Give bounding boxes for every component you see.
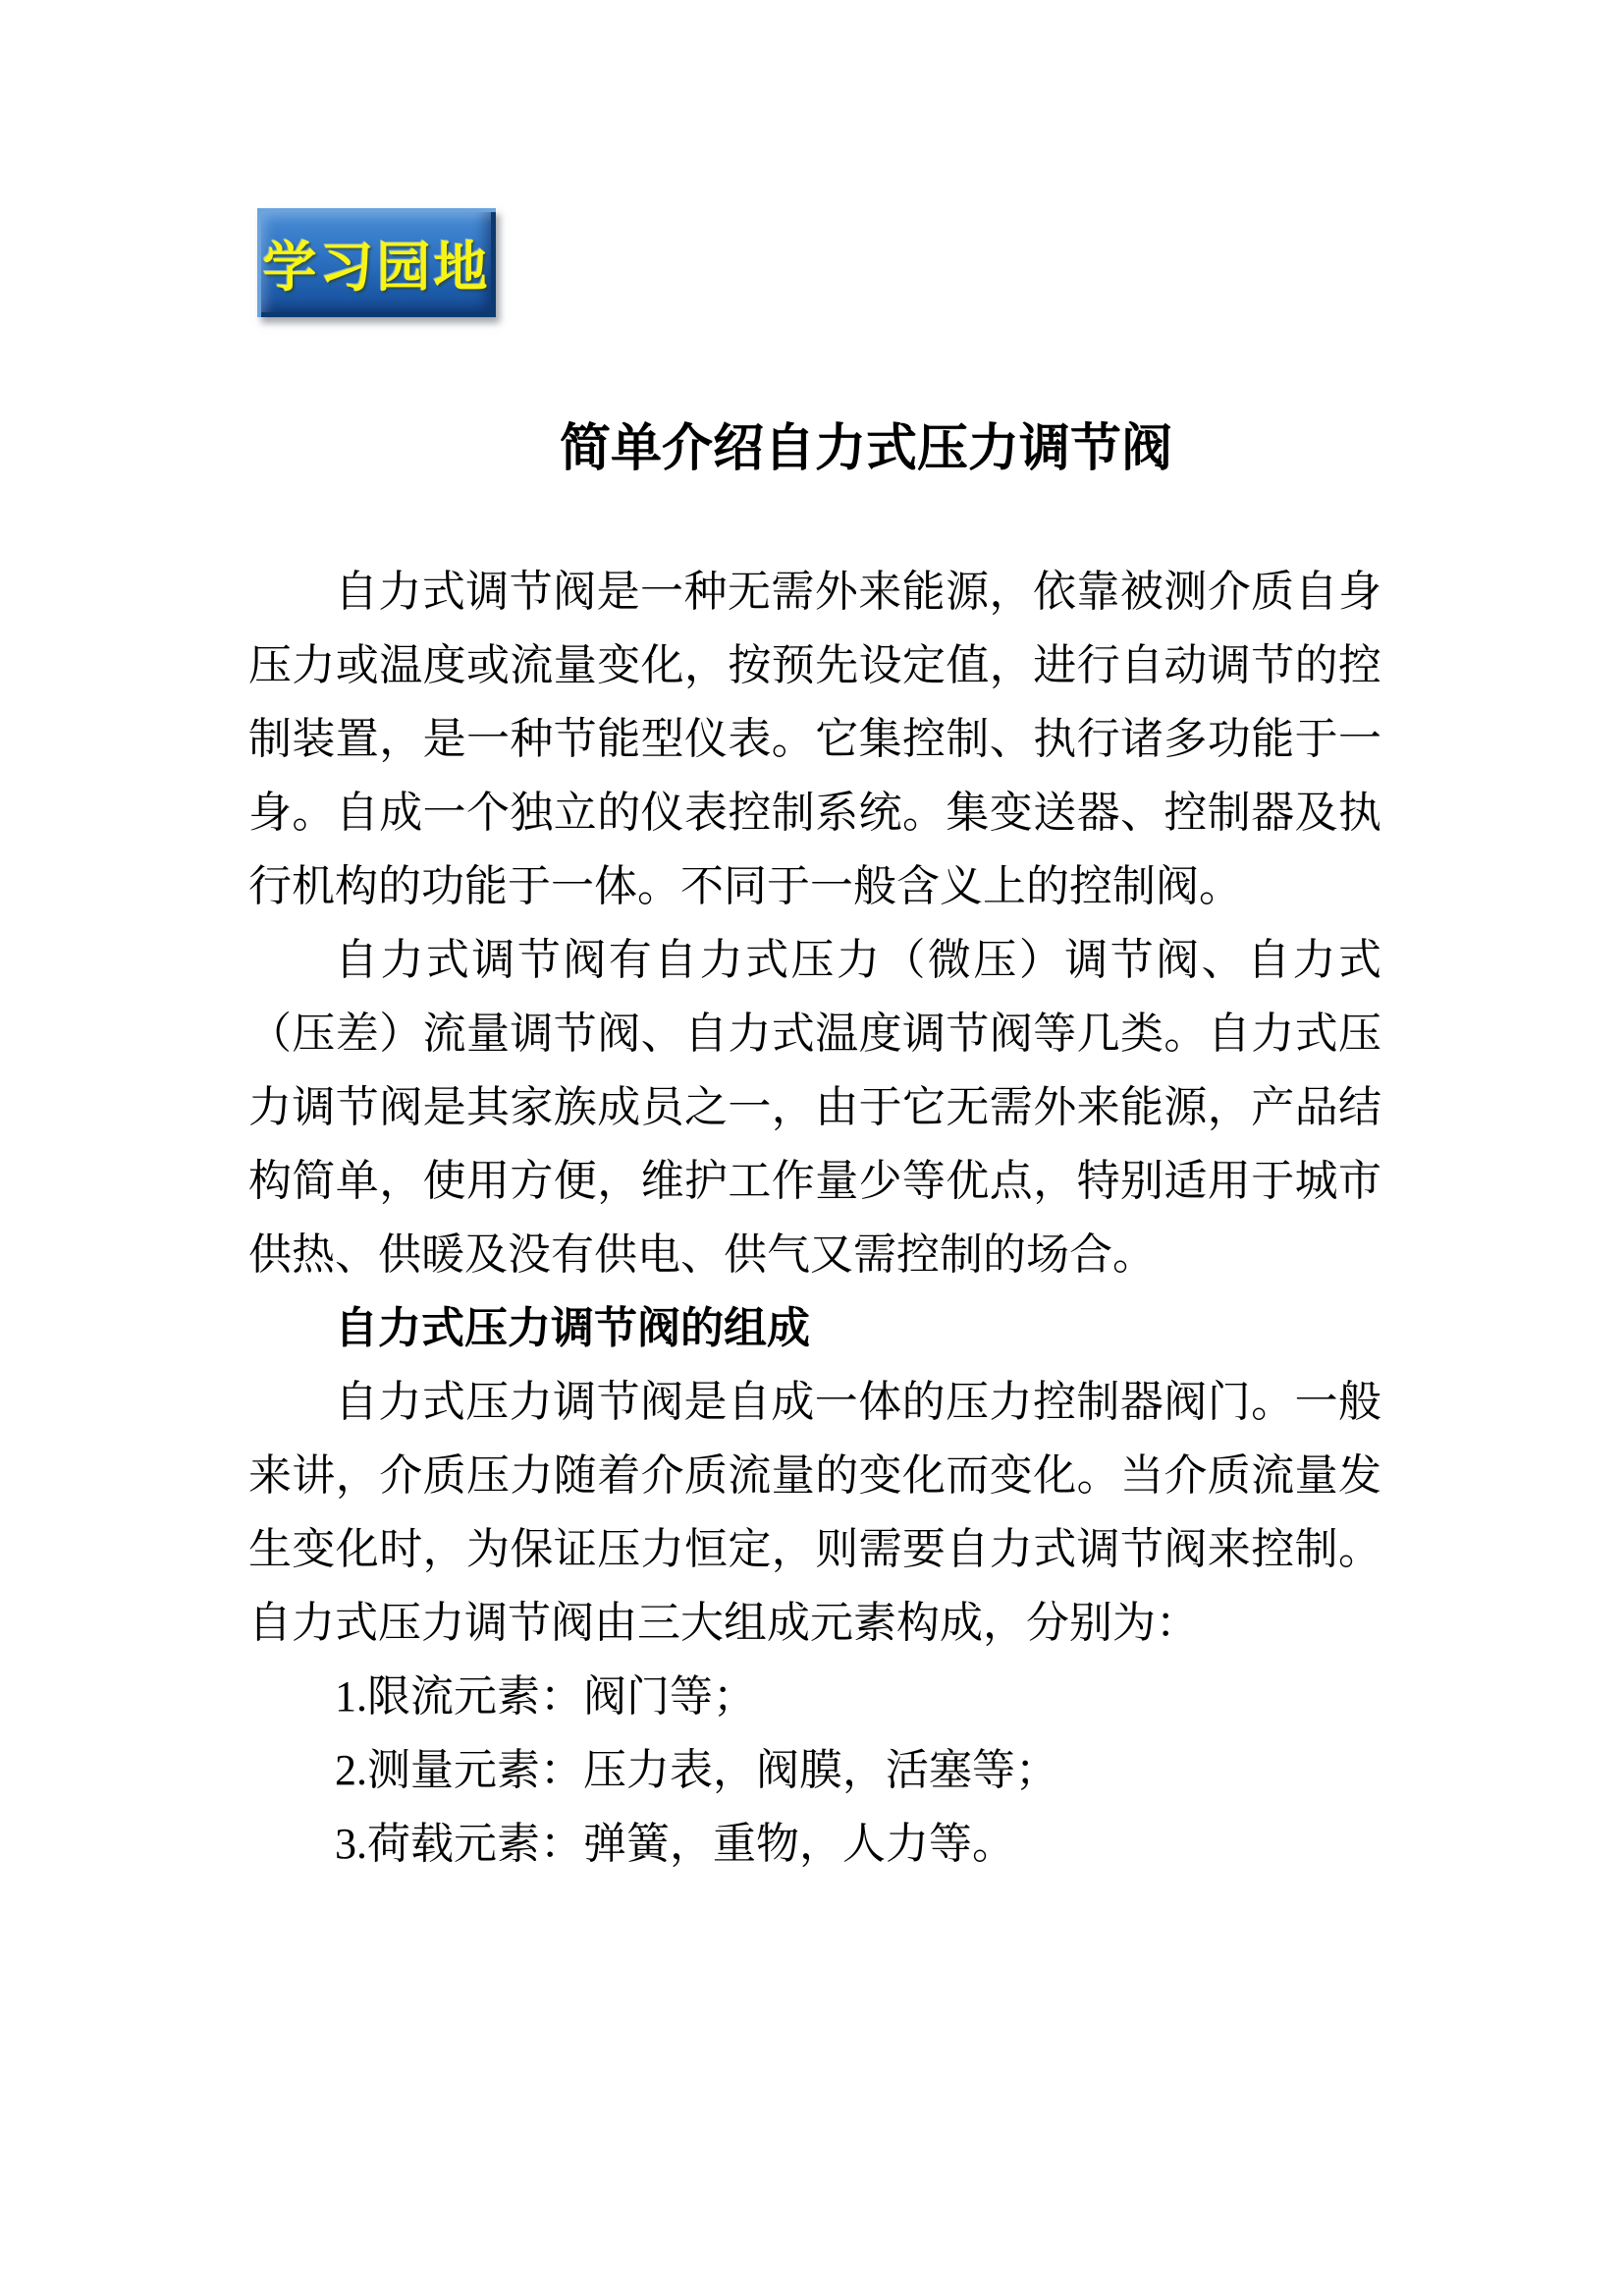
list-item-flow-limiting: 1.限流元素：阀门等； (335, 1672, 756, 1721)
document-content (248, 410, 1381, 1881)
paragraph-composition: 自力式压力调节阀是自成一体的压力控制器阀门。一般来讲，介质压力随着介质流量的变化而变化。当介质流量发生变化时，为保证压力恒定，则需要自力式调节阀来控制。自力式压力调节阀由三大组成元素构成，分别为： (248, 1378, 1381, 1647)
list-item-loading: 3.荷载元素：弹簧，重物，人力等。 (335, 1820, 1015, 1868)
paragraph-intro: 自力式调节阀是一种无需外来能源，依靠被测介质自身压力或温度或流量变化，按预先设定值，进行自动调节的控制装置，是一种节能型仪表。它集控制、执行诸多功能于一身。自成一个独立的仪表控制系统。集变送器、控制器及执行机构的功能于一体。不同于一般含义上的控制阀。 (248, 568, 1381, 910)
document-title: 简单介绍自力式压力调节阀 (559, 421, 1172, 477)
section-heading-composition: 自力式压力调节阀的组成 (335, 1304, 810, 1352)
learning-corner-badge (257, 208, 496, 317)
document-body (248, 555, 1381, 1881)
paragraph-types: 自力式调节阀有自力式压力（微压）调节阀、自力式（压差）流量调节阀、自力式温度调节阀等几类。自力式压力调节阀是其家族成员之一，由于它无需外来能源，产品结构简单，使用方便，维护工作量少等优点，特别适用于城市供热、供暖及没有供电、供气又需控制的场合。 (248, 936, 1381, 1279)
learning-corner-badge-label: 学习园地 (262, 237, 491, 298)
list-item-measuring: 2.测量元素：压力表，阀膜，活塞等； (335, 1746, 1058, 1794)
